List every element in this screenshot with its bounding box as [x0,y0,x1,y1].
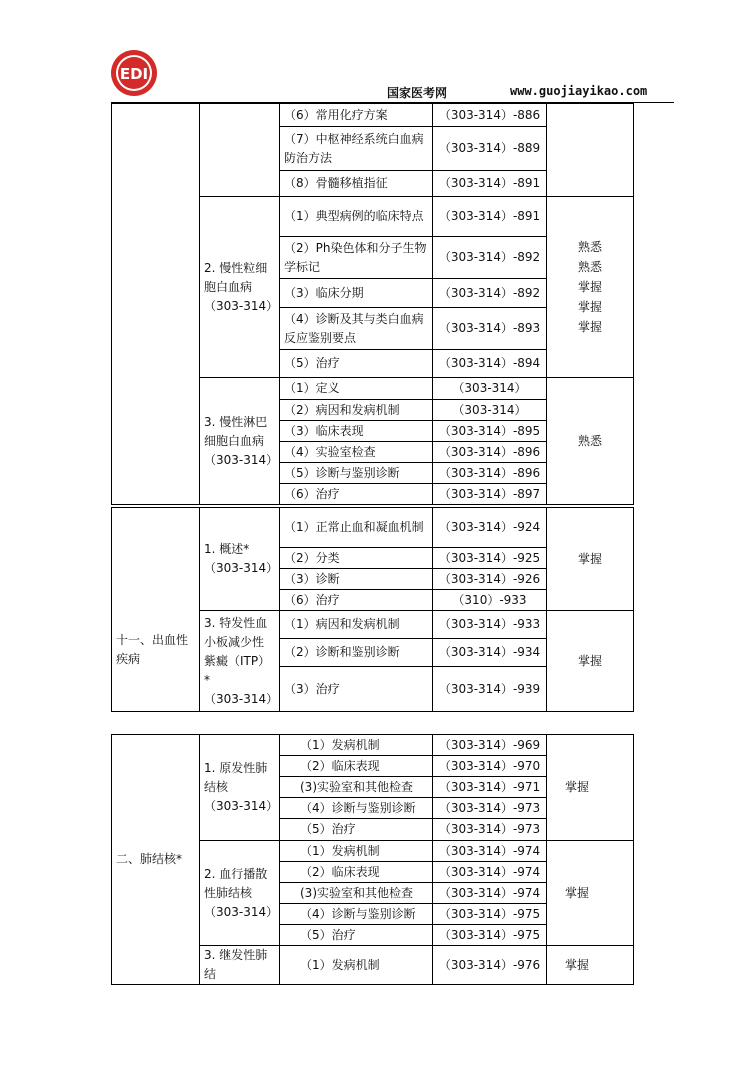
item-cell: （3）临床表现 [280,421,433,442]
subcategory-itp [200,611,280,712]
level-cell-primary-tb: 掌握 [547,735,634,841]
site-url[interactable]: www.guojiayikao.com [510,84,648,98]
item-cell: （6）常用化疗方案 [280,104,433,127]
ref-cell: （303-314）-924 [433,508,547,548]
item-cell: （2）临床表现 [280,862,433,883]
item-cell: （6）治疗 [280,484,433,505]
ref-cell: （303-314）-933 [433,611,547,639]
subcategory-miliary-tb [200,841,280,946]
category-title: 十一、出血性疾病 [116,632,189,666]
ref-cell: （303-314）-892 [433,237,547,279]
level-cell-cml [547,197,634,378]
syllabus-table-2 [111,734,634,985]
item-cell: （2）病因和发病机制 [280,400,433,421]
subcategory-code: （303-314） [204,904,279,919]
item-cell: （1）典型病例的临床特点 [280,197,433,237]
ref-cell: （310）-933 [433,590,547,611]
subcategory-secondary-tb: 3. 继发性肺结 [200,946,280,985]
ref-cell: （303-314）-971 [433,777,547,798]
category-cell-blank [112,104,200,505]
item-cell: （1）发病机制 [280,735,433,756]
subcategory-code: （303-314） [204,691,279,706]
item-cell: （1）发病机制 [280,841,433,862]
subcategory-cml [200,197,280,378]
ref-cell: （303-314）-969 [433,735,547,756]
item-cell: （1）发病机制 [280,946,433,985]
item-cell: （1）定义 [280,378,433,400]
item-cell: （3）临床分期 [280,279,433,308]
ref-cell: （303-314）-891 [433,171,547,197]
ref-cell: （303-314）-934 [433,639,547,667]
item-cell: （1）正常止血和凝血机制 [280,508,433,548]
subcategory-title: 2. 血行播散性肺结核 [204,866,268,900]
subcategory-code: （303-314） [204,799,279,813]
subcategory-cell-blank [200,104,280,197]
ref-cell: （303-314）-925 [433,548,547,569]
level-text: 熟悉 [577,240,602,254]
ref-cell: （303-314）-973 [433,819,547,841]
item-cell: （5）治疗 [280,350,433,378]
category-cell-bleeding [112,508,200,712]
level-text: 掌握 [577,280,602,294]
subcategory-code: （303-314） [204,298,279,313]
item-cell: （2）诊断和鉴别诊断 [280,639,433,667]
ref-cell: （303-314）-897 [433,484,547,505]
item-cell: (3)实验室和其他检查 [280,777,433,798]
level-text: 掌握 [577,320,602,334]
ref-cell: （303-314）-893 [433,308,547,350]
item-cell: （8）骨髓移植指征 [280,171,433,197]
level-cell-secondary-tb: 掌握 [547,946,634,985]
item-cell: （4）实验室检查 [280,442,433,463]
item-cell: （5）治疗 [280,925,433,946]
ref-cell: （303-314） [433,378,547,400]
ref-cell: （303-314）-889 [433,127,547,171]
item-cell: （5）诊断与鉴别诊断 [280,463,433,484]
item-cell: （3）诊断 [280,569,433,590]
ref-cell: （303-314）-974 [433,883,547,904]
subcategory-title: 2. 慢性粒细胞白血病 [204,260,268,294]
item-cell: （1）病因和发病机制 [280,611,433,639]
level-text: 掌握 [577,300,602,314]
syllabus-table-1 [111,103,634,505]
site-name: 国家医考网 [387,86,448,100]
item-cell: （5）治疗 [280,819,433,841]
level-cell-overview: 掌握 [547,508,634,611]
ref-cell: （303-314）-973 [433,798,547,819]
item-cell: （7）中枢神经系统白血病防治方法 [280,127,433,171]
site-logo [109,48,159,98]
category-cell-tb: 二、肺结核* [112,735,200,985]
item-cell: （6）治疗 [280,590,433,611]
ref-cell: （303-314）-976 [433,946,547,985]
ref-cell: （303-314）-886 [433,104,547,127]
ref-cell: （303-314）-975 [433,904,547,925]
item-cell: （4）诊断与鉴别诊断 [280,798,433,819]
ref-cell: （303-314）-895 [433,421,547,442]
item-cell: (3)实验室和其他检查 [280,883,433,904]
ref-cell: （303-314）-974 [433,841,547,862]
subcategory-title: 3. 慢性淋巴细胞白血病 [204,414,268,448]
item-cell: （4）诊断与鉴别诊断 [280,904,433,925]
subcategory-title: 1. 概述* [204,542,250,556]
logo-text: EDI [119,65,149,83]
ref-cell: （303-314） [433,400,547,421]
item-cell: （2）临床表现 [280,756,433,777]
item-cell: （3）治疗 [280,667,433,712]
item-cell: （2）分类 [280,548,433,569]
subcategory-code: （303-314） [204,452,279,467]
level-cell-cll: 熟悉 [547,378,634,505]
item-cell: （4）诊断及其与类白血病反应鉴别要点 [280,308,433,350]
ref-cell: （303-314）-894 [433,350,547,378]
subcategory-primary-tb [200,735,280,841]
subcategory-overview [200,508,280,611]
ref-cell: （303-314）-926 [433,569,547,590]
subcategory-code: （303-314） [204,561,279,575]
subcategory-cll [200,378,280,505]
subcategory-title: 1. 原发性肺结核 [204,761,268,794]
subcategory-title: 3. 特发性血小板减少性紫癜（ITP）* [204,615,271,687]
ref-cell: （303-314）-891 [433,197,547,237]
level-cell-miliary-tb: 掌握 [547,841,634,946]
item-cell: （2）Ph染色体和分子生物学标记 [280,237,433,279]
ref-cell: （303-314）-970 [433,756,547,777]
ref-cell: （303-314）-939 [433,667,547,712]
syllabus-table-1-bleeding [111,507,634,712]
level-cell-blank [547,104,634,197]
level-text: 熟悉 [577,260,602,274]
ref-cell: （303-314）-974 [433,862,547,883]
ref-cell: （303-314）-892 [433,279,547,308]
level-cell-itp: 掌握 [547,611,634,712]
ref-cell: （303-314）-896 [433,442,547,463]
ref-cell: （303-314）-896 [433,463,547,484]
ref-cell: （303-314）-975 [433,925,547,946]
